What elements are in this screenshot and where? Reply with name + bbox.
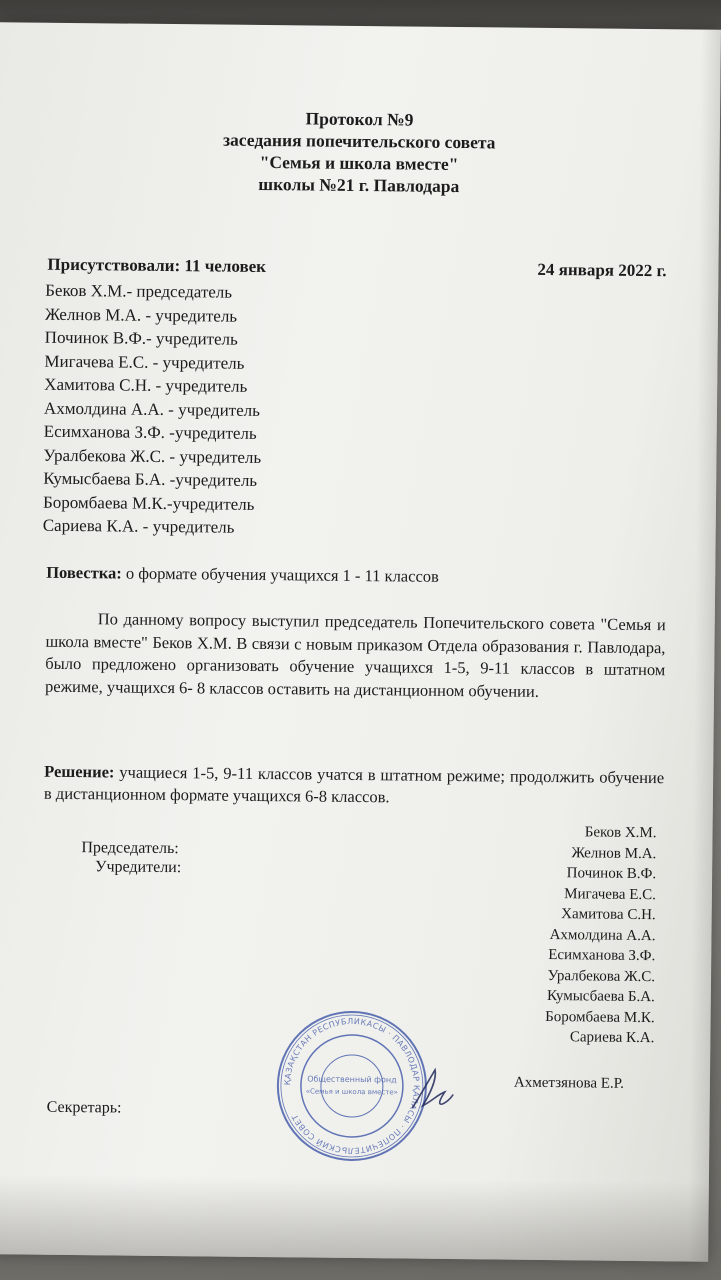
title-line: Протокол №9 [305,108,414,130]
signature-name: Боромбаева М.К. [545,1008,655,1026]
attendee-item: Починок В.Ф.- учредитель [44,327,238,349]
founders-role-label: Учредители: [95,858,182,877]
paper-bottom-shadow [0,1174,709,1262]
attendee-item: Беков Х.М.- председатель [45,280,233,302]
secretary-name: Ахметзянова Е.Р. [513,1074,625,1092]
agenda-label: Повестка: [46,562,122,583]
signature-name: Уралбекова Ж.С. [547,967,656,985]
attendee-item: Хамитова С.Н. - учредитель [44,374,248,396]
document-title [0,104,720,200]
discussion-paragraph: По данному вопросу выступил председатель Попечительского совета "Семья и школа вместе" Беков Х.М. В связи с новым приказом Отдела образования г. Павлодара, было предложено организовать обучение учащихся 1-5, 9-11 классов в штатном режиме, учащихся 6- 8 классов оставить на дистанционном обучении. [44,609,666,701]
signature-name: Беков Х.М. [584,824,657,842]
attendee-list [43,279,263,540]
present-count: Присутствовали: 11 человек [47,254,267,277]
attendee-item: Ахмолдина А.А. - учредитель [43,398,261,420]
signature-name: Ахмолдина А.А. [549,926,656,944]
document-page [0,22,721,1261]
signature-name: Есимханова З.Ф. [548,947,656,965]
decision-label: Решение: [44,761,115,782]
attendee-item: Уралбекова Ж.С. - учредитель [43,445,262,467]
signature-name: Желнов М.А. [571,844,657,862]
attendee-item: Мигачева Е.С. - учредитель [44,351,245,373]
agenda [46,563,439,587]
document-date: 24 января 2022 г. [537,259,667,281]
stamp-center-line1: Общественный фонд [307,1074,397,1085]
title-line: заседания попечительского совета [222,129,496,153]
signature-name-list [545,822,657,1049]
signature-name: Сариева К.А. [569,1029,655,1047]
signature-name: Мигачева Е.С. [564,885,657,903]
title-line: "Семья и школа вместе" [259,151,459,175]
attendee-item: Боромбаева М.К.-учредитель [42,492,255,514]
chair-role-label: Председатель: [81,839,179,858]
signature-name: Починок В.Ф. [566,865,657,883]
title-line: школы №21 г. Павлодара [258,173,460,197]
decision [44,761,664,811]
signature-name: Кумысбаева Б.А. [546,988,655,1006]
decision-text: учащиеся 1-5, 9-11 классов учатся в штатном режиме; продолжить обучение в дистанционном формате учащихся 6-8 классов. [43,762,665,807]
secretary-role-label: Секретарь: [46,1098,122,1117]
signature-name: Хамитова С.Н. [561,906,656,924]
stamp-ring-text: ҚАЗАҚСТАН РЕСПУБЛИКАСЫ · ПАВЛОДАР ҚАЛАСЫ · ПОПЕЧИТЕЛЬСКИЙ СОВЕТ [282,1016,421,1156]
attendee-item: Есимханова З.Ф. -учредитель [43,421,257,443]
agenda-text: о формате обучения учащихся 1 - 11 классов [121,563,439,586]
attendee-item: Желнов М.А. - учредитель [44,304,238,326]
handwritten-signature-icon [407,1062,458,1118]
svg-text:ҚАЗАҚСТАН РЕСПУБЛИКАСЫ · ПАВЛО [282,1016,422,1156]
attendee-item: Сариева К.А. - учредитель [42,515,235,537]
stamp-center-line2: «Семья и школа вместе» [305,1087,398,1097]
attendee-item: Кумысбаева Б.А. -учредитель [43,468,258,490]
